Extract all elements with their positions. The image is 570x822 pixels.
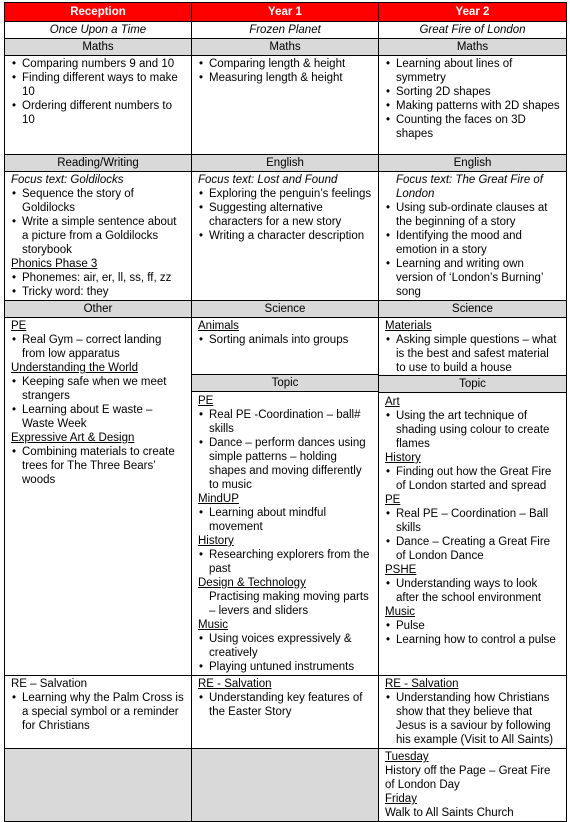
other-subject-row [5,301,567,318]
ead-heading: Expressive Art & Design [11,432,135,444]
friday-heading: Friday [385,793,417,805]
list-item: • Learning how to control a pulse [385,633,560,647]
list-item: • Comparing length & height [198,57,372,71]
list-item: • Researching explorers from the past [198,548,372,576]
subject-label: Other [5,301,192,318]
events-year1-empty [192,749,379,822]
list-item: • Pulse [385,619,560,633]
history-heading: History [198,535,234,547]
subject-label: English [192,155,379,172]
list-item: • Asking simple questions – what is the best and safest material to use to build a house [385,333,560,375]
maths-year2 [379,56,567,155]
list-item: • Understanding key features of the Easter Story [198,691,372,719]
list-item: • Playing untuned instruments [198,660,372,674]
music-heading: Music [385,606,416,618]
other-year2 [379,318,567,676]
list-item: • Keeping safe when we meet strangers [11,375,185,403]
subject-label: Science [379,301,567,318]
pshe-heading: PSHE [385,564,417,576]
list-item: • Real PE -Coordination – ball# skills [198,408,372,436]
list-item: • Sorting 2D shapes [385,85,560,99]
list-item: • Dance – Creating a Great Fire of London Dance [385,535,560,563]
list-item: • Counting the faces on 3D shapes [385,113,560,141]
focus-text: Focus text: The Great Fire of London [396,174,543,200]
re-heading: RE - Salvation [198,678,272,690]
science-heading: Materials [385,320,432,332]
list-item: • Learning about E waste – Waste Week [11,403,185,431]
topic-label: Topic [379,375,566,393]
list-item: • Using the art technique of shading using colour to create flames [385,409,560,451]
curriculum-overview [4,2,566,822]
events-year2 [379,749,567,822]
list-item: • Learning why the Palm Cross is a special symbol or a reminder for Christians [11,691,185,733]
other-content-row [5,318,567,676]
literacy-subject-row [5,155,567,172]
maths-reception [5,56,192,155]
list-item: • Measuring length & height [198,71,372,85]
subject-label: Maths [379,39,567,56]
list-item: • Tricky word: they [11,285,185,299]
re-reception [5,676,192,749]
list-item: • Real Gym – correct landing from low apparatus [11,333,185,361]
list-item: • Sorting animals into groups [198,333,372,347]
theme-year2: Great Fire of London [379,22,567,39]
list-item: • Sequence the story of Goldilocks [11,187,185,215]
history-heading: History [385,452,421,464]
re-year1 [192,676,379,749]
subject-label: Reading/Writing [5,155,192,172]
list-item: • Using voices expressively & creatively [198,632,372,660]
list-item: • Understanding how Christians show that they believe that Jesus is a saviour by following his example (Visit to All Saints) [385,691,560,747]
list-item: • Making patterns with 2D shapes [385,99,560,113]
subject-label: Science [192,301,379,318]
list-item: • Learning about lines of symmetry [385,57,560,85]
list-item: • Comparing numbers 9 and 10 [11,57,185,71]
dt-heading: Design & Technology [198,577,306,589]
list-item: • Exploring the penguin’s feelings [198,187,372,201]
column-heading-year1: Year 1 [192,3,379,22]
list-item: • Learning and writing own version of ‘London’s Burning’ song [385,257,560,299]
list-item: • Finding out how the Great Fire of London started and spread [385,465,560,493]
theme-year1: Frozen Planet [192,22,379,39]
literacy-year1 [192,172,379,301]
list-item: • Finding different ways to make 10 [11,71,185,99]
literacy-content-row [5,172,567,301]
pe-heading: PE [11,320,27,332]
tuesday-heading: Tuesday [385,751,429,763]
literacy-year2 [379,172,567,301]
re-year2 [379,676,567,749]
column-heading-reception: Reception [5,3,192,22]
topic-label: Topic [192,374,378,392]
list-item: • Write a simple sentence about a picture from a Goldilocks storybook [11,215,185,257]
mindup-heading: MindUP [198,493,239,505]
column-heading-year2: Year 2 [379,3,567,22]
pe-heading: PE [198,395,214,407]
dt-text: Practising making moving parts – levers and sliders [209,591,369,617]
year-header-row [5,3,567,22]
events-reception-empty [5,749,192,822]
focus-text: Focus text: Goldilocks [11,174,124,186]
subject-label: Maths [192,39,379,56]
theme-row [5,22,567,39]
list-item: • Using sub-ordinate clauses at the beginning of a story [385,201,560,229]
maths-subject-row [5,39,567,56]
list-item: • Writing a character description [198,229,372,243]
phonics-heading: Phonics Phase 3 [11,258,98,270]
list-item: • Suggesting alternative characters for a new story [198,201,372,229]
list-item: • Identifying the mood and emotion in a story [385,229,560,257]
list-item: • Phonemes: air, er, ll, ss, ff, zz [11,271,185,285]
curriculum-table [4,2,567,822]
maths-year1 [192,56,379,155]
list-item: • Learning about mindful movement [198,506,372,534]
maths-content-row [5,56,567,155]
music-heading: Music [198,619,229,631]
list-item: • Dance – perform dances using simple patterns – holding shapes and moving differently to music [198,436,372,492]
science-heading: Animals [198,320,239,332]
list-item: • Ordering different numbers to 10 [11,99,185,127]
subject-label: Maths [5,39,192,56]
friday-text: Walk to All Saints Church [385,807,514,819]
utw-heading: Understanding the World [11,362,138,374]
re-content-row [5,676,567,749]
list-item: • Combining materials to create trees for The Three Bears’ woods [11,445,185,487]
pe-heading: PE [385,494,401,506]
events-row [5,749,567,822]
re-heading: RE - Salvation [385,678,459,690]
other-reception [5,318,192,676]
re-heading: RE – Salvation [11,678,88,690]
list-item: • Real PE – Coordination – Ball skills [385,507,560,535]
literacy-reception [5,172,192,301]
art-heading: Art [385,396,400,408]
theme-reception: Once Upon a Time [5,22,192,39]
focus-text: Focus text: Lost and Found [198,174,338,186]
subject-label: English [379,155,567,172]
tuesday-text: History off the Page – Great Fire of London Day [385,765,551,791]
list-item: • Understanding ways to look after the school environment [385,577,560,605]
other-year1 [192,318,379,676]
